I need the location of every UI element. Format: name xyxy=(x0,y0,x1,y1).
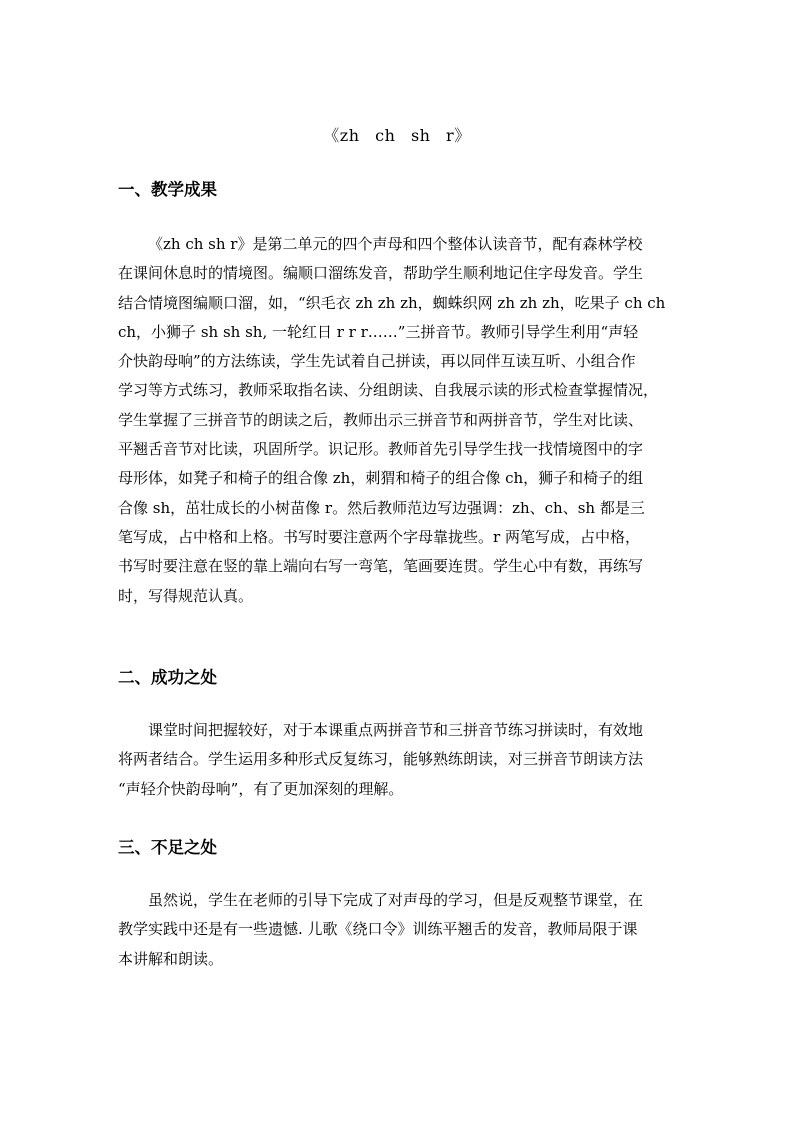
paragraph-line: 学生掌握了三拼音节的朗读之后，教师出示三拼音节和两拼音节，学生对比读、 xyxy=(118,410,644,429)
paragraph-line: 本讲解和朗读。 xyxy=(118,949,224,968)
paragraph-line: 学习等方式练习，教师采取指名读、分组朗读、自我展示读的形式检查掌握情况， xyxy=(118,381,659,400)
paragraph-line: 笔写成，占中格和上格。书写时要注意两个字母靠拢些。r 两笔写成，占中格， xyxy=(118,527,640,546)
paragraph-line: 在课间休息时的情境图。编顺口溜练发音，帮助学生顺利地记住字母发音。学生 xyxy=(118,264,644,283)
paragraph-line: 时，写得规范认真。 xyxy=(118,586,254,605)
paragraph-line: 合像 sh，茁壮成长的小树苗像 r。然后教师范边写边强调：zh、ch、sh 都是三 xyxy=(118,498,645,517)
section-heading-successes: 二、成功之处 xyxy=(118,668,217,687)
paragraph-line: 结合情境图编顺口溜，如，“织毛衣 zh zh zh，蜘蛛织网 zh zh zh，吃果子 ch ch xyxy=(118,293,666,312)
paragraph-line: 《zh ch sh r》是第二单元的四个声母和四个整体认读音节，配有森林学校 xyxy=(148,235,643,253)
section-paragraph-results xyxy=(118,230,680,611)
paragraph-line: 介快韵母响”的方法练读，学生先试着自己拼读，再以同伴互读互听、小组合作 xyxy=(118,352,636,371)
paragraph-line: 平翘舌音节对比读，巩固所学。识记形。教师首先引导学生找一找情境图中的字 xyxy=(118,440,644,459)
paragraph-line: 虽然说，学生在老师的引导下完成了对声母的学习，但是反观整节课堂，在 xyxy=(148,891,644,909)
paragraph-line: ch，小狮子 sh sh sh, 一轮红日 r r r……”三拼音节。教师引导学生利用“声轻 xyxy=(118,322,639,341)
paragraph-line: “声轻介快韵母响”，有了更加深刻的理解。 xyxy=(118,779,404,798)
paragraph-line: 教学实践中还是有一些遗憾. 儿歌《绕口令》训练平翘舌的发音，教师局限于课 xyxy=(118,920,638,939)
paragraph-line: 母形体，如凳子和椅子的组合像 zh，刺猬和椅子的组合像 ch，狮子和椅子的组 xyxy=(118,469,644,488)
paragraph-line: 课堂时间把握较好，对于本课重点两拼音节和三拼音节练习拼读时，有效地 xyxy=(148,721,644,739)
document-title: 《zh ch sh r》 xyxy=(323,126,471,145)
section-paragraph-successes xyxy=(118,716,680,804)
section-heading-shortcomings: 三、不足之处 xyxy=(118,838,217,857)
paragraph-line: 将两者结合。学生运用多种形式反复练习，能够熟练朗读，对三拼音节朗读方法 xyxy=(118,750,644,769)
paragraph-line: 书写时要注意在竖的靠上端向右写一弯笔，笔画要连贯。学生心中有数，再练写 xyxy=(118,557,644,576)
section-paragraph-shortcomings xyxy=(118,886,680,974)
section-heading-results: 一、教学成果 xyxy=(118,180,217,199)
